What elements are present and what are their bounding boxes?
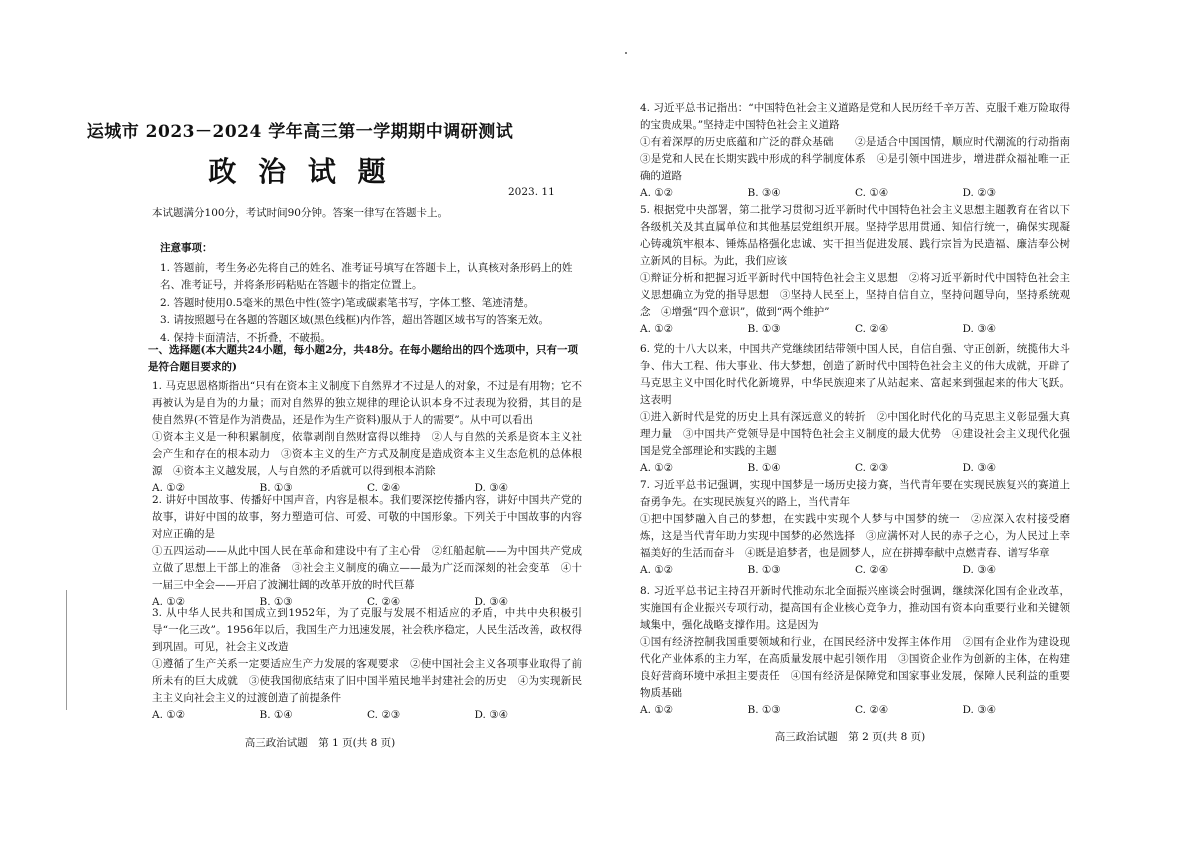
exam-intro: 本试题满分100分，考试时间90分钟。答案一律写在答题卡上。 (152, 207, 448, 219)
option-c: C. ②③ (367, 709, 401, 721)
question-5 (640, 202, 1070, 338)
question-stem: 7. 习近平总书记强调，实现中国梦是一场历史接力赛，当代青年要在实现民族复兴的赛道上奋勇争先。在实现民族复兴的路上，当代青年 (640, 479, 1070, 508)
question-6 (640, 341, 1070, 477)
option-c: C. ②④ (855, 323, 889, 335)
question-1 (152, 378, 582, 497)
option-a: A. ①② (640, 462, 674, 474)
option-b: B. ①③ (747, 564, 781, 576)
answer-options (640, 702, 1070, 719)
option-c: C. ②③ (855, 462, 889, 474)
notes-title: 注意事项： (160, 242, 213, 254)
question-stem: 8. 习近平总书记主持召开新时代推动东北全面振兴座谈会时强调，继续深化国有企业改革，实施国有企业振兴专项行动，提高国有企业核心竞争力，推动国有资本向重要行业和关键领域集中，强化战略支撑作用。这是因为 (640, 585, 1070, 631)
exam-title: 运城市 2023－2024 学年高三第一学期期中调研测试 (86, 122, 514, 142)
option-d: D. ③④ (474, 482, 509, 494)
question-statements: ①资本主义是一种积累制度，依靠剥削自然财富得以维持 ②人与自然的关系是资本主义社会产生和存在的根本动力 ③资本主义的生产方式及制度是造成资本主义生态危机的总体根源 ④资本主义越发展，人与自然的矛盾就可以得到根本消除 (152, 431, 582, 477)
answer-options (640, 460, 1070, 477)
option-a: A. ①② (640, 187, 674, 199)
option-c: C. ①④ (855, 187, 889, 199)
option-b: B. ①③ (259, 596, 293, 608)
option-a: A. ①② (640, 704, 674, 716)
option-c: C. ②④ (855, 564, 889, 576)
option-c: C. ②④ (367, 596, 401, 608)
answer-options (640, 185, 1070, 202)
answer-options (640, 562, 1070, 579)
option-d: D. ③④ (962, 704, 997, 716)
option-c: C. ②④ (855, 704, 889, 716)
option-b: B. ①④ (259, 709, 293, 721)
option-d: D. ③④ (962, 323, 997, 335)
option-b: B. ①③ (259, 482, 293, 494)
question-stem: 2. 讲好中国故事、传播好中国声音，内容是根本。我们要深挖传播内容，讲好中国共产党的故事，讲好中国的故事，努力塑造可信、可爱、可敬的中国形象。下列关于中国故事的内容对应正确的是 (152, 494, 582, 540)
question-stem: 1. 马克思恩格斯指出“只有在资本主义制度下自然界才不过是人的对象，不过是有用物；它不再被认为是自为的力量；而对自然界的独立规律的理论认识本身不过表现为狡猾，其目的是使自然界(不管是作为消费品，还是作为生产资料)服从于人的需要”。从中可以看出 (152, 380, 582, 426)
question-statements: ①辩证分析和把握习近平新时代中国特色社会主义思想 ②将习近平新时代中国特色社会主义思想确立为党的指导思想 ③坚持人民至上，坚持自信自立，坚持问题导向，坚持系统观念 ④增强“四个意识”，做到“两个维护” (640, 272, 1070, 318)
section-heading: 一、选择题(本大题共24小题，每小题2分，共48分。在每小题给出的四个选项中，只有一项是符合题目要求的) (148, 344, 578, 373)
note-item: 1. 答题前，考生务必先将自己的姓名、准考证号填写在答题卡上，认真核对条形码上的姓名、准考证号，并将条形码粘贴在答题卡的指定位置上。 (160, 261, 573, 291)
question-2 (152, 492, 582, 611)
question-4 (640, 100, 1081, 202)
option-d: D. ③④ (474, 709, 509, 721)
option-a: A. ①② (640, 323, 674, 335)
question-stem: 3. 从中华人民共和国成立到1952年，为了克服与发展不相适应的矛盾，中共中央积极引导“一化三改”。1956年以后，我国生产力迅速发展，社会秩序稳定，人民生活改善，政权得到巩固。可见，社会主义改造 (152, 607, 582, 653)
option-b: B. ①④ (747, 462, 781, 474)
option-a: A. ①② (640, 564, 674, 576)
option-a: A. ①② (152, 596, 186, 608)
page-2 (600, 0, 1200, 849)
question-statements: ①国有经济控制我国重要领域和行业，在国民经济中发挥主体作用 ②国有企业作为建设现代化产业体系的主力军，在高质量发展中起引领作用 ③国资企业作为创新的主体，在构建良好营商环境中承担主要责任 ④国有经济是保障党和国家事业发展，保障人民利益的重要物质基础 (640, 636, 1070, 699)
option-c: C. ②④ (367, 482, 401, 494)
question-statements: ①有着深厚的历史底蕴和广泛的群众基础 ②是适合中国国情，顺应时代潮流的行动指南 ③是党和人民在长期实践中形成的科学制度体系 ④是引领中国进步，增进群众福祉唯一正确的道路 (640, 136, 1081, 182)
option-d: D. ②③ (962, 187, 997, 199)
question-statements: ①进入新时代是党的历史上具有深远意义的转折 ②中国化时代化的马克思主义彰显强大真理力量 ③中国共产党领导是中国特色社会主义制度的最大优势 ④建设社会主义现代化强国是党全部理论和实践的主题 (640, 411, 1070, 457)
option-b: B. ①③ (747, 323, 781, 335)
option-a: A. ①② (152, 709, 186, 721)
question-statements: ①遵循了生产关系一定要适应生产力发展的客观要求 ②使中国社会主义各项事业取得了前所未有的巨大成就 ③使我国彻底结束了旧中国半殖民地半封建社会的历史 ④为实现新民主主义向社会主义的过渡创造了前提条件 (152, 658, 582, 704)
question-8 (640, 583, 1070, 719)
answer-options (152, 707, 582, 724)
note-item: 2. 答题时使用0.5毫米的黑色中性(签字)笔或碳素笔书写，字体工整、笔迹清楚。 (160, 296, 535, 309)
question-statements: ①五四运动——从此中国人民在革命和建设中有了主心骨 ②红船起航——为中国共产党成立做了思想上干部上的准备 ③社会主义制度的确立——最为广泛而深刻的社会变革 ④十一届三中全会——开启了波澜壮阔的改革开放的时代巨幕 (152, 545, 582, 591)
option-a: A. ①② (152, 482, 186, 494)
notes-section (160, 240, 580, 347)
answer-options (640, 321, 1070, 338)
question-stem: 4. 习近平总书记指出：“中国特色社会主义道路是党和人民历经千辛万苦、克服千难万险取得的宝贵成果。”坚持走中国特色社会主义道路 (640, 102, 1070, 131)
page-footer: 高三政治试题 第 1 页(共 8 页) (244, 737, 396, 749)
question-7 (640, 477, 1070, 579)
option-d: D. ③④ (474, 596, 509, 608)
question-stem: 5. 根据党中央部署，第二批学习贯彻习近平新时代中国特色社会主义思想主题教育在省以下各级机关及其直属单位和其他基层党组织开展。坚持学思用贯通、知信行统一，确保实现凝心铸魂筑牢根本、锤炼品格强化忠诚、实干担当促进发展、践行宗旨为民造福、廉洁奉公树立新风的目标。为此，我们应该 (640, 204, 1070, 267)
exam-date: 2023. 11 (508, 186, 555, 198)
option-b: B. ①③ (747, 704, 781, 716)
subject-title: 政 治 试 题 (208, 155, 392, 188)
question-stem: 6. 党的十八大以来，中国共产党继续团结带领中国人民，自信自强、守正创新，统揽伟大斗争、伟大工程、伟大事业、伟大梦想，创造了新时代中国特色社会主义的伟大成就，开辟了马克思主义中国化时代化新境界，中华民族迎来了从站起来、富起来到强起来的伟大飞跃。这表明 (640, 343, 1070, 406)
option-d: D. ③④ (962, 462, 997, 474)
scan-artifact (66, 590, 67, 710)
note-item: 3. 请按照题号在各题的答题区域(黑色线框)内作答，超出答题区域书写的答案无效。 (160, 314, 550, 326)
scan-artifact (625, 52, 627, 54)
question-statements: ①把中国梦融入自己的梦想，在实践中实现个人梦与中国梦的统一 ②应深入农村接受磨炼，这是当代青年助力实现中国梦的必然选择 ③应满怀对人民的赤子之心，为人民过上幸福美好的生活而奋斗 ④既是追梦者，也是圆梦人，应在拼搏奉献中点燃青春、谱写华章 (640, 513, 1070, 559)
option-d: D. ③④ (962, 564, 997, 576)
option-b: B. ③④ (747, 187, 781, 199)
note-item: 4. 保持卡面清洁，不折叠，不破损。 (160, 331, 331, 344)
page-footer: 高三政治试题 第 2 页(共 8 页) (774, 731, 926, 743)
question-3 (152, 605, 582, 724)
